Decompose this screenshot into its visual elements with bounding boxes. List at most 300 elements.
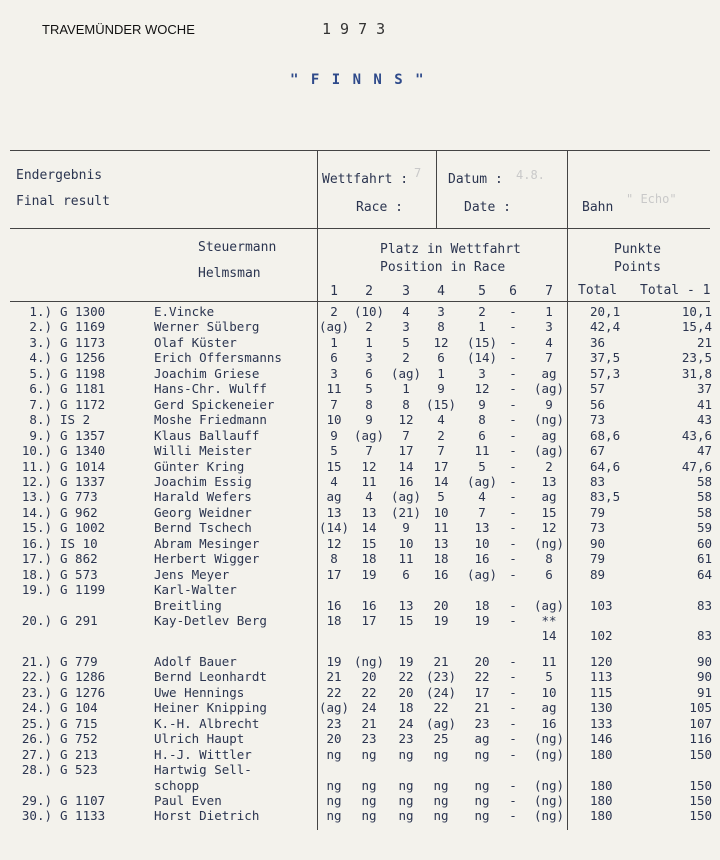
race-2-cell: 21 — [361, 715, 377, 731]
total-cell: 56 — [590, 396, 606, 412]
race-5-cell: 5 — [478, 458, 486, 474]
sail-number-cell: G 213 — [60, 746, 98, 762]
race-1-cell: 4 — [330, 473, 338, 489]
final-result-label: Final result — [16, 194, 110, 209]
total-cell: 180 — [590, 792, 613, 808]
race-4-cell: ng — [433, 777, 449, 793]
sail-number-cell: G 1337 — [60, 473, 106, 489]
race-3-cell: ng — [398, 792, 414, 808]
race-3-cell: 6 — [402, 566, 410, 582]
race-4-cell: 11 — [433, 520, 449, 536]
total-cell: 146 — [590, 731, 613, 747]
sail-number-cell: G 1181 — [60, 381, 106, 397]
race-6-cell: - — [509, 504, 517, 520]
race-5-cell: (ag) — [466, 473, 498, 489]
sail-number-cell: G 1199 — [60, 582, 106, 598]
race-7-cell: ag — [541, 489, 557, 505]
rank-cell: 12.) — [21, 473, 52, 489]
race-5-cell: ng — [474, 808, 490, 824]
race-3-cell: 23 — [398, 731, 414, 747]
helmsman-cell: schopp — [154, 777, 200, 793]
race-3-cell: 10 — [398, 535, 414, 551]
sail-number-cell: G 1169 — [60, 319, 106, 335]
net-total-cell: 90 — [696, 653, 712, 669]
rank-cell: 24.) — [21, 700, 52, 716]
race-2-cell: 14 — [361, 520, 377, 536]
sail-number-cell: G 573 — [60, 566, 98, 582]
race-4-cell: ng — [433, 746, 449, 762]
race-1-header: 1 — [330, 284, 338, 299]
net-total-cell: 43 — [696, 412, 712, 428]
race-1-cell: 13 — [326, 504, 342, 520]
race-3-cell: 18 — [398, 700, 414, 716]
race-6-cell: - — [509, 381, 517, 397]
race-3-cell: 20 — [398, 684, 414, 700]
race-label: Race : — [356, 200, 403, 215]
total-minus-header: Total - 1 — [640, 283, 711, 298]
race-6-cell: - — [509, 350, 517, 366]
race-2-cell: 20 — [361, 669, 377, 685]
race-5-cell: 17 — [474, 684, 490, 700]
header-bottom-border — [10, 301, 710, 302]
race-3-cell: (21) — [390, 504, 422, 520]
rank-cell: 3.) — [29, 334, 52, 350]
race-3-cell: ng — [398, 746, 414, 762]
race-5-cell: 23 — [474, 715, 490, 731]
sail-number-cell: IS 2 — [60, 412, 91, 428]
race-5-cell: ag — [474, 731, 490, 747]
race-2-cell: 18 — [361, 551, 377, 567]
race-1-cell: 9 — [330, 427, 338, 443]
rank-cell: 30.) — [21, 808, 52, 824]
race-5-cell: 18 — [474, 597, 490, 613]
helmsman-cell: Kay-Detlev Berg — [154, 613, 267, 628]
race-7-cell: ag — [541, 365, 557, 381]
rank-cell: 11.) — [21, 458, 52, 474]
race-1-cell: ng — [326, 808, 342, 824]
net-total-cell: 59 — [696, 520, 712, 536]
race-2-cell: 11 — [361, 473, 377, 489]
race-7-cell: 12 — [541, 520, 557, 536]
sail-number-cell: G 715 — [60, 715, 98, 731]
race-2-cell: 24 — [361, 700, 377, 716]
race-3-cell: 7 — [402, 427, 410, 443]
race-6-cell: - — [509, 700, 517, 716]
race-2-cell: 23 — [361, 731, 377, 747]
helmsman-cell: Abram Mesinger — [154, 535, 260, 551]
race-5-cell: 20 — [474, 653, 490, 669]
race-4-cell: (23) — [425, 669, 457, 685]
race-3-cell: 16 — [398, 473, 414, 489]
net-total-cell: 41 — [696, 396, 712, 412]
race-5-cell: 11 — [474, 443, 490, 459]
race-7-cell: 7 — [545, 350, 553, 366]
race-7-cell: 1 — [545, 304, 553, 319]
race-4-cell: 4 — [437, 412, 445, 428]
race-1-cell: 15 — [326, 458, 342, 474]
race-7-cell: ** — [541, 613, 557, 628]
race-3-cell: 15 — [398, 613, 414, 628]
race-2-cell: 6 — [365, 365, 373, 381]
total-cell: 83,5 — [590, 489, 621, 505]
race-6-cell: - — [509, 396, 517, 412]
sail-number-cell: G 1172 — [60, 396, 106, 412]
race-6-cell: - — [509, 792, 517, 808]
race-5-cell: 13 — [474, 520, 490, 536]
helmsman-cell: Günter Kring — [154, 458, 245, 474]
total-cell: 67 — [590, 443, 606, 459]
rank-cell: 9.) — [29, 427, 52, 443]
race-7-cell: (ag) — [533, 443, 565, 459]
net-total-cell: 105 — [689, 700, 712, 716]
col-divider-mid — [436, 150, 437, 228]
race-4-cell: 22 — [433, 700, 449, 716]
race-5-cell: 3 — [478, 365, 486, 381]
race-3-cell: 24 — [398, 715, 414, 731]
race-7-cell: 5 — [545, 669, 553, 685]
race-1-cell: 8 — [330, 551, 338, 567]
race-2-cell: 12 — [361, 458, 377, 474]
sail-number-cell: G 1107 — [60, 792, 106, 808]
net-total-cell: 58 — [696, 489, 712, 505]
race-3-cell: ng — [398, 777, 414, 793]
race-7-cell: (ng) — [533, 746, 565, 762]
rank-cell: 6.) — [29, 381, 52, 397]
total-cell: 102 — [590, 628, 613, 644]
race-4-cell: ng — [433, 792, 449, 808]
race-3-cell: 17 — [398, 443, 414, 459]
datum-label: Datum : — [448, 172, 503, 187]
helmsman-cell: Horst Dietrich — [154, 808, 260, 824]
race-1-cell: 12 — [326, 535, 342, 551]
race-7-cell: 3 — [545, 319, 553, 335]
race-2-cell: 3 — [365, 350, 373, 366]
net-total-cell: 83 — [696, 628, 712, 644]
sail-number-cell: G 962 — [60, 504, 98, 520]
race-1-cell: 2 — [330, 304, 338, 319]
race-7-cell: 4 — [545, 334, 553, 350]
race-3-cell: 11 — [398, 551, 414, 567]
sail-number-cell: G 291 — [60, 613, 98, 628]
race-6-cell: - — [509, 566, 517, 582]
race-2-header: 2 — [365, 284, 373, 299]
race-4-cell: (24) — [425, 684, 457, 700]
race-4-cell: 8 — [437, 319, 445, 335]
race-6-cell: - — [509, 412, 517, 428]
rank-cell: 14.) — [21, 504, 52, 520]
rank-cell: 10.) — [21, 443, 52, 459]
race-1-cell: 23 — [326, 715, 342, 731]
race-1-cell: 19 — [326, 653, 342, 669]
rank-cell: 28.) — [21, 762, 52, 778]
race-2-cell: 2 — [365, 319, 373, 335]
helmsman-cell: Georg Weidner — [154, 504, 252, 520]
race-6-cell: - — [509, 731, 517, 747]
sail-number-cell: IS 10 — [60, 535, 98, 551]
race-5-cell: 4 — [478, 489, 486, 505]
race-7-cell: (ng) — [533, 777, 565, 793]
race-4-cell: 14 — [433, 473, 449, 489]
race-5-cell: 8 — [478, 412, 486, 428]
bahn-value: " Echo" — [626, 192, 677, 206]
helmsman-cell: Heiner Knipping — [154, 700, 267, 716]
total-cell: 79 — [590, 551, 606, 567]
race-5-header: 5 — [478, 284, 486, 299]
race-6-cell: - — [509, 334, 517, 350]
race-7-cell: (ag) — [533, 597, 565, 613]
total-cell: 83 — [590, 473, 606, 489]
race-4-cell: (ag) — [425, 715, 457, 731]
race-2-cell: ng — [361, 777, 377, 793]
race-1-cell: 1 — [330, 334, 338, 350]
col-divider-right — [567, 150, 568, 830]
race-2-cell: 17 — [361, 613, 377, 628]
race-5-cell: (15) — [466, 334, 498, 350]
form-bottom-border — [10, 228, 710, 229]
net-total-cell: 58 — [696, 473, 712, 489]
class-name: " F I N N S " — [290, 72, 426, 88]
net-total-cell: 90 — [696, 669, 712, 685]
race-6-cell: - — [509, 777, 517, 793]
rank-cell: 18.) — [21, 566, 52, 582]
net-total-cell: 37 — [696, 381, 712, 397]
race-4-cell: 12 — [433, 334, 449, 350]
total-cell: 90 — [590, 535, 606, 551]
race-1-cell: 17 — [326, 566, 342, 582]
rank-cell: 29.) — [21, 792, 52, 808]
total-cell: 79 — [590, 504, 606, 520]
race-7-cell: (ng) — [533, 808, 565, 824]
helmsman-cell: Werner Sülberg — [154, 319, 260, 335]
race-2-cell: 13 — [361, 504, 377, 520]
helmsman-cell: Willi Meister — [154, 443, 252, 459]
race-2-cell: (10) — [353, 304, 385, 319]
rank-cell: 7.) — [29, 396, 52, 412]
sail-number-cell: G 773 — [60, 489, 98, 505]
sail-number-cell: G 523 — [60, 762, 98, 778]
race-4-cell: 2 — [437, 427, 445, 443]
total-cell: 57 — [590, 381, 606, 397]
rank-cell: 27.) — [21, 746, 52, 762]
net-total-cell: 83 — [696, 597, 712, 613]
race-1-cell: 6 — [330, 350, 338, 366]
net-total-cell: 47 — [696, 443, 712, 459]
race-7-cell: ag — [541, 427, 557, 443]
total-cell: 115 — [590, 684, 613, 700]
total-cell: 180 — [590, 808, 613, 824]
race-3-cell: 4 — [402, 304, 410, 319]
race-2-cell: ng — [361, 746, 377, 762]
race-5-cell: 19 — [474, 613, 490, 628]
helmsman-cell: Hans-Chr. Wulff — [154, 381, 267, 397]
race-5-cell: 9 — [478, 396, 486, 412]
race-3-cell: 5 — [402, 334, 410, 350]
helmsman-cell: Uwe Hennings — [154, 684, 245, 700]
race-6-cell: - — [509, 597, 517, 613]
race-6-cell: - — [509, 551, 517, 567]
sail-number-cell: G 1357 — [60, 427, 106, 443]
helmsman-cell: Joachim Essig — [154, 473, 252, 489]
total-cell: 103 — [590, 597, 613, 613]
rank-cell: 1.) — [29, 304, 52, 319]
wettfahrt-value: 7 — [414, 166, 422, 180]
rank-cell: 13.) — [21, 489, 52, 505]
race-1-cell: 20 — [326, 731, 342, 747]
race-4-cell: 1 — [437, 365, 445, 381]
race-5-cell: 6 — [478, 427, 486, 443]
sail-number-cell: G 1276 — [60, 684, 106, 700]
net-total-cell: 31,8 — [681, 365, 712, 381]
helmsman-cell: Paul Even — [154, 792, 222, 808]
race-3-cell: 8 — [402, 396, 410, 412]
net-total-cell: 107 — [689, 715, 712, 731]
total-cell: 37,5 — [590, 350, 621, 366]
sail-number-cell: G 1300 — [60, 304, 106, 319]
race-7-header: 7 — [545, 284, 553, 299]
total-cell: 120 — [590, 653, 613, 669]
sail-number-cell: G 1133 — [60, 808, 106, 824]
rank-cell: 5.) — [29, 365, 52, 381]
helmsman-cell: Erich Offersmanns — [154, 350, 282, 366]
net-total-cell: 58 — [696, 504, 712, 520]
sail-number-cell: G 1002 — [60, 520, 106, 536]
race-3-cell: 3 — [402, 319, 410, 335]
table-top-border — [10, 150, 710, 151]
race-5-cell: 1 — [478, 319, 486, 335]
race-7-cell: 9 — [545, 396, 553, 412]
net-total-cell: 10,1 — [681, 304, 712, 319]
race-1-cell: 22 — [326, 684, 342, 700]
total-cell: 180 — [590, 746, 613, 762]
race-1-cell: (ag) — [318, 319, 350, 335]
race-2-cell: ng — [361, 808, 377, 824]
race-7-cell: 11 — [541, 653, 557, 669]
race-6-cell: - — [509, 684, 517, 700]
race-7-cell: (ng) — [533, 412, 565, 428]
race-6-cell: - — [509, 808, 517, 824]
race-6-cell: - — [509, 520, 517, 536]
race-5-cell: ng — [474, 746, 490, 762]
net-total-cell: 64 — [696, 566, 712, 582]
helmsman-cell: E.Vincke — [154, 304, 215, 319]
race-7-cell: 15 — [541, 504, 557, 520]
race-1-cell: ng — [326, 746, 342, 762]
race-1-cell: ng — [326, 777, 342, 793]
net-total-cell: 47,6 — [681, 458, 712, 474]
total-cell: 73 — [590, 520, 606, 536]
race-7-cell: 10 — [541, 684, 557, 700]
race-2-cell: (ng) — [353, 653, 385, 669]
net-total-cell: 150 — [689, 808, 712, 824]
event-title: TRAVEMÜNDER WOCHE — [42, 22, 195, 37]
race-4-cell: 20 — [433, 597, 449, 613]
race-1-cell: 18 — [326, 613, 342, 628]
race-6-cell: - — [509, 319, 517, 335]
points-header: Points — [614, 260, 661, 275]
race-5-cell: (ag) — [466, 566, 498, 582]
net-total-cell: 61 — [696, 551, 712, 567]
position-header: Position in Race — [380, 260, 506, 275]
race-4-cell: 21 — [433, 653, 449, 669]
race-6-cell: - — [509, 473, 517, 489]
helmsman-cell: Gerd Spickeneier — [154, 396, 275, 412]
race-7-cell: 8 — [545, 551, 553, 567]
race-4-cell: 16 — [433, 566, 449, 582]
sail-number-cell: G 1286 — [60, 669, 106, 685]
race-1-cell: ng — [326, 792, 342, 808]
rank-cell: 25.) — [21, 715, 52, 731]
race-2-cell: 1 — [365, 334, 373, 350]
steuermann-header: Steuermann — [198, 240, 277, 255]
helmsman-cell: H.-J. Wittler — [154, 746, 252, 762]
race-2-cell: 22 — [361, 684, 377, 700]
total-cell: 113 — [590, 669, 613, 685]
sail-number-cell: G 104 — [60, 700, 98, 716]
helmsman-cell: Jens Meyer — [154, 566, 230, 582]
helmsman-cell: Joachim Griese — [154, 365, 260, 381]
race-6-cell: - — [509, 427, 517, 443]
race-3-cell: 2 — [402, 350, 410, 366]
year: 1 9 7 3 — [322, 20, 386, 38]
rank-cell: 16.) — [21, 535, 52, 551]
helmsman-cell: Herbert Wigger — [154, 551, 260, 567]
race-4-cell: 13 — [433, 535, 449, 551]
punkte-header: Punkte — [614, 242, 661, 257]
race-4-cell: 7 — [437, 443, 445, 459]
race-4-cell: (15) — [425, 396, 457, 412]
helmsman-cell: Moshe Friedmann — [154, 412, 267, 428]
race-4-cell: 25 — [433, 731, 449, 747]
helmsman-cell: Adolf Bauer — [154, 653, 237, 669]
rank-cell: 2.) — [29, 319, 52, 335]
race-6-cell: - — [509, 458, 517, 474]
race-1-cell: ag — [326, 489, 342, 505]
net-total-cell: 91 — [696, 684, 712, 700]
race-6-cell: - — [509, 669, 517, 685]
race-7-cell: 2 — [545, 458, 553, 474]
race-5-cell: (14) — [466, 350, 498, 366]
wettfahrt-label: Wettfahrt : — [322, 172, 409, 187]
sail-number-cell: G 1014 — [60, 458, 106, 474]
race-7-cell: 6 — [545, 566, 553, 582]
helmsman-cell: K.-H. Albrecht — [154, 715, 260, 731]
rank-cell: 15.) — [21, 520, 52, 536]
total-header: Total — [578, 283, 618, 298]
total-cell: 73 — [590, 412, 606, 428]
race-1-cell: 10 — [326, 412, 342, 428]
race-6-cell: - — [509, 613, 517, 628]
rank-cell: 22.) — [21, 669, 52, 685]
helmsman-cell: Bernd Leonhardt — [154, 669, 267, 685]
net-total-cell: 43,6 — [681, 427, 712, 443]
race-3-cell: 13 — [398, 597, 414, 613]
race-4-cell: 19 — [433, 613, 449, 628]
race-3-cell: 1 — [402, 381, 410, 397]
race-2-cell: 15 — [361, 535, 377, 551]
race-6-header: 6 — [509, 284, 517, 299]
race-5-cell: 7 — [478, 504, 486, 520]
race-6-cell: - — [509, 746, 517, 762]
race-1-cell: 5 — [330, 443, 338, 459]
race-5-cell: ng — [474, 792, 490, 808]
race-4-cell: 6 — [437, 350, 445, 366]
race-3-cell: 9 — [402, 520, 410, 536]
race-2-cell: 7 — [365, 443, 373, 459]
race-6-cell: - — [509, 365, 517, 381]
helmsman-cell: Klaus Ballauff — [154, 427, 260, 443]
helmsman-cell: Karl-Walter — [154, 582, 237, 598]
race-7-cell: 16 — [541, 715, 557, 731]
